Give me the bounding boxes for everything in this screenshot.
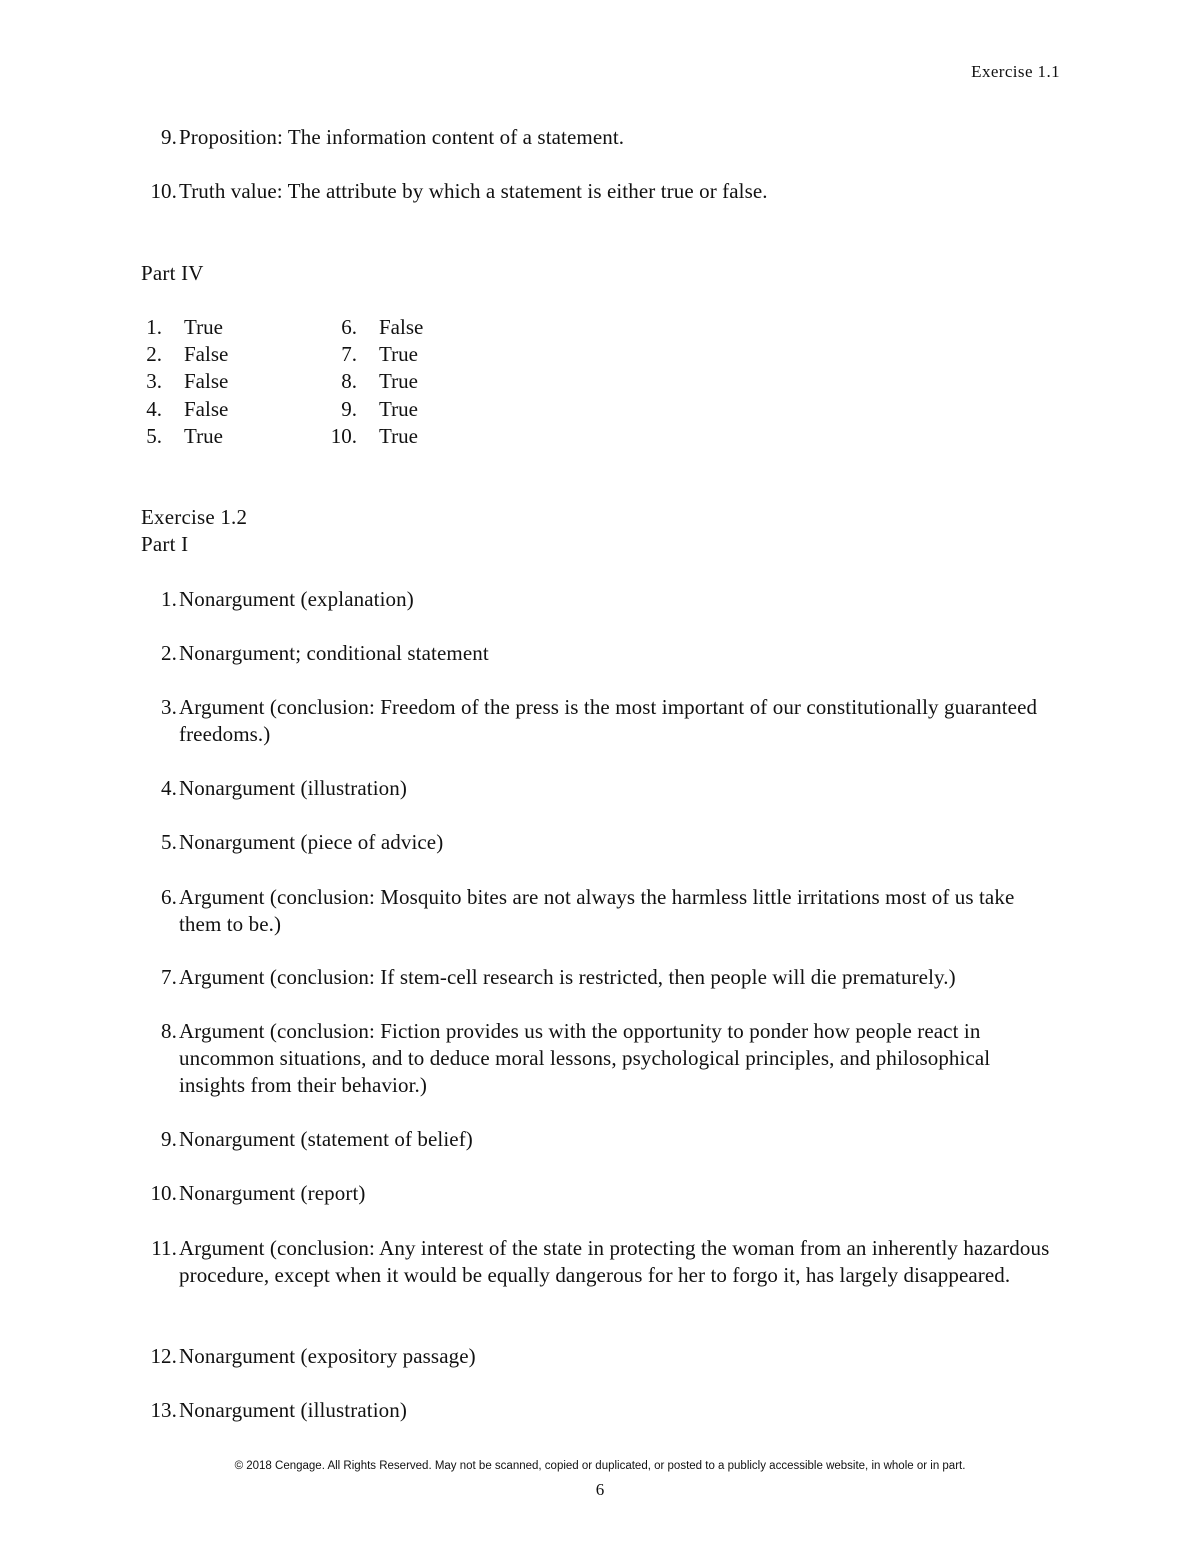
answer-value: True — [184, 315, 223, 339]
item-number: 2. — [161, 641, 177, 665]
answer-value: False — [184, 369, 229, 393]
item-number: 1. — [161, 587, 177, 611]
answer-value: True — [379, 369, 418, 393]
item-text: Argument (conclusion: If stem-cell research is restricted, then people will die prematurely.) — [179, 965, 956, 989]
item-number: 5. — [161, 830, 177, 854]
item-text: Nonargument (piece of advice) — [179, 830, 444, 854]
definition-item — [141, 124, 1061, 151]
item-number: 11. — [151, 1236, 177, 1260]
item-number: 7. — [161, 965, 177, 989]
answer-value: False — [184, 397, 229, 421]
item-number: 8. — [161, 1019, 177, 1043]
answer-value: True — [184, 424, 223, 448]
exercise-heading: Exercise 1.2 — [141, 505, 248, 529]
item-text: Proposition: The information content of a statement. — [179, 125, 625, 149]
answer-item — [141, 1018, 1061, 1099]
true-false-row — [141, 423, 541, 450]
answer-number: 9. — [341, 397, 357, 421]
definition-item — [141, 178, 1061, 205]
answer-item — [141, 694, 1061, 748]
item-number: 10. — [150, 1181, 177, 1205]
item-text: Nonargument (report) — [179, 1181, 366, 1205]
answer-number: 8. — [341, 369, 357, 393]
answer-item — [141, 640, 1061, 667]
part-i-heading: Part I — [141, 532, 189, 556]
answer-number: 10. — [330, 424, 357, 448]
true-false-row — [141, 341, 541, 368]
answer-number: 6. — [341, 315, 357, 339]
answer-value: False — [184, 342, 229, 366]
answer-number: 7. — [341, 342, 357, 366]
answer-value: False — [379, 315, 424, 339]
answer-number: 1. — [146, 315, 162, 339]
answer-item — [141, 884, 1061, 938]
answer-value: True — [379, 424, 418, 448]
answer-item — [141, 1126, 1061, 1153]
item-text: Argument (conclusion: Fiction provides us with the opportunity to ponder how people react in uncommon situations, and to deduce moral lessons, psychological principles, and philosophical insights from their behavior.) — [179, 1019, 991, 1097]
item-text: Nonargument (illustration) — [179, 1398, 407, 1422]
item-text: Nonargument (explanation) — [179, 587, 414, 611]
item-number: 13. — [150, 1398, 177, 1422]
item-text: Truth value: The attribute by which a statement is either true or false. — [179, 179, 768, 203]
true-false-row — [141, 314, 541, 341]
answer-item — [141, 775, 1061, 802]
true-false-row — [141, 368, 541, 395]
item-text: Nonargument (illustration) — [179, 776, 407, 800]
true-false-row — [141, 396, 541, 423]
answer-item — [141, 1397, 1061, 1424]
item-text: Nonargument (statement of belief) — [179, 1127, 473, 1151]
page-number: 6 — [595, 1480, 605, 1499]
copyright-notice: © 2018 Cengage. All Rights Reserved. May not be scanned, copied or duplicated, or posted to a publicly accessible website, in whole or in part. — [234, 1460, 966, 1472]
answer-number: 5. — [146, 424, 162, 448]
answer-item — [141, 1235, 1061, 1289]
answer-item — [141, 829, 1061, 856]
item-number: 10. — [150, 179, 177, 203]
item-text: Nonargument (expository passage) — [179, 1344, 476, 1368]
answer-item — [141, 1180, 1061, 1207]
answer-number: 2. — [146, 342, 162, 366]
item-number: 12. — [150, 1344, 177, 1368]
item-text: Argument (conclusion: Freedom of the press is the most important of our constitutionally guaranteed freedoms.) — [179, 695, 1038, 746]
answer-number: 3. — [146, 369, 162, 393]
answer-value: True — [379, 397, 418, 421]
item-text: Nonargument; conditional statement — [179, 641, 489, 665]
item-number: 4. — [161, 776, 177, 800]
item-text: Argument (conclusion: Mosquito bites are not always the harmless little irritations most of us take them to be.) — [179, 885, 1015, 936]
answer-value: True — [379, 342, 418, 366]
item-number: 9. — [161, 125, 177, 149]
item-number: 6. — [161, 885, 177, 909]
answer-item — [141, 586, 1061, 613]
running-head: Exercise 1.1 — [971, 62, 1060, 81]
part-iv-heading: Part IV — [141, 261, 204, 285]
item-number: 3. — [161, 695, 177, 719]
item-text: Argument (conclusion: Any interest of the state in protecting the woman from an inherently hazardous procedure, except when it would be equally dangerous for her to forgo it, has largely disappeared. — [179, 1236, 1050, 1287]
answer-item — [141, 964, 1061, 991]
answer-number: 4. — [146, 397, 162, 421]
item-number: 9. — [161, 1127, 177, 1151]
answer-item — [141, 1343, 1061, 1370]
